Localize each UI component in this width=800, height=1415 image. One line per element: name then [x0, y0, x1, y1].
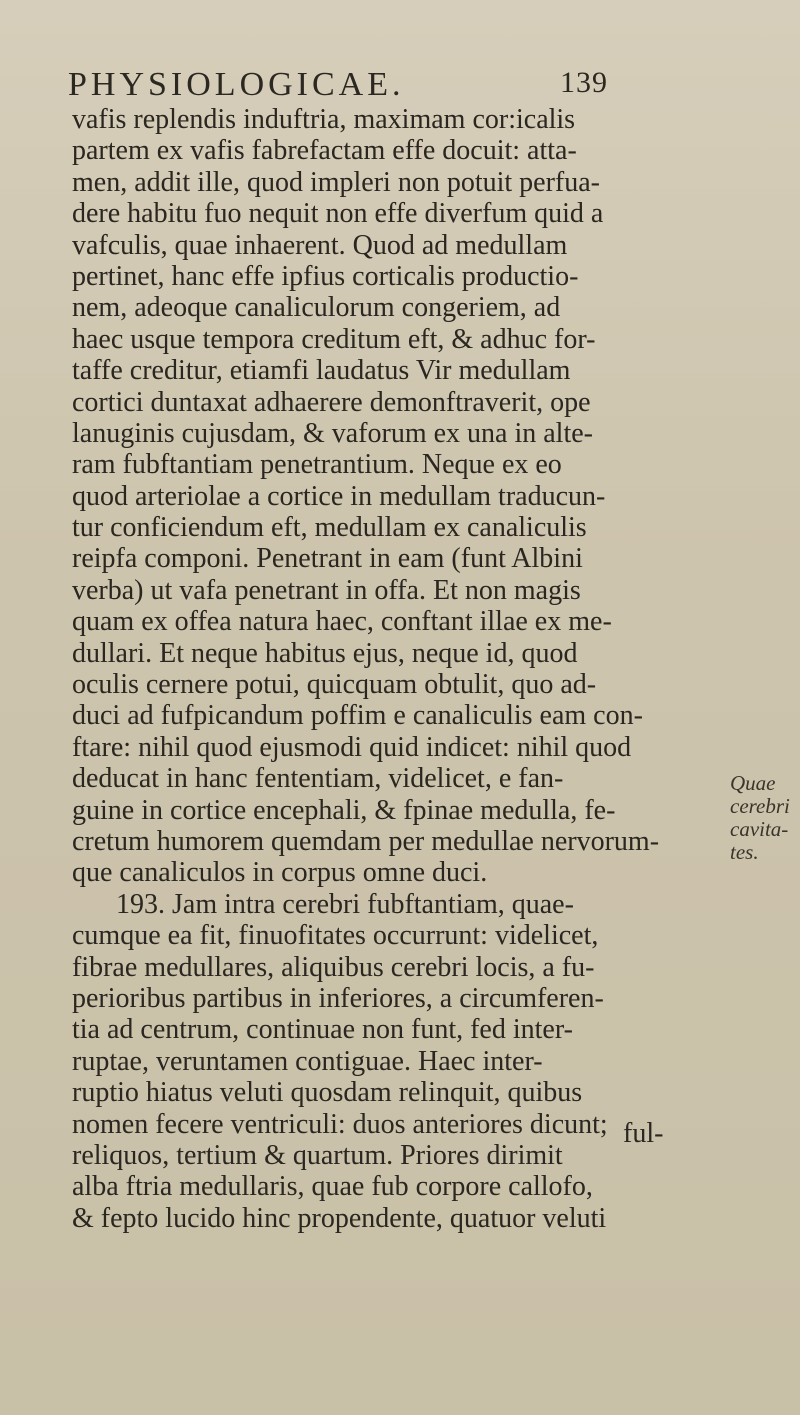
margin-note-line: cerebri: [730, 794, 790, 818]
text-line: quam ex offea natura haec, conftant illae ex me-: [72, 606, 612, 638]
text-line: cretum humorem quemdam per medullae nervorum-: [72, 825, 660, 857]
text-line: ruptio hiatus veluti quosdam relinquit, quibus: [72, 1077, 583, 1109]
text-line: nomen fecere ventriculi: duos anteriores dicunt;: [72, 1108, 608, 1140]
margin-note-line: tes.: [730, 840, 759, 864]
running-header: [68, 66, 608, 104]
text-line: ruptae, veruntamen contiguae. Haec inter-: [72, 1045, 543, 1077]
text-line: quod arteriolae a cortice in medullam traducun-: [72, 480, 606, 512]
text-line: deducat in hanc fententiam, videlicet, e fan-: [72, 763, 564, 795]
body-text: [72, 104, 722, 1234]
text-line: taffe creditur, etiamfi laudatus Vir medullam: [72, 355, 571, 387]
text-line: reliquos, tertium & quartum. Priores dirimit: [72, 1139, 563, 1171]
text-line: nem, adeoque canaliculorum congeriem, ad: [72, 292, 561, 324]
text-line: que canaliculos in corpus omne duci.: [72, 857, 488, 889]
text-line: reipfa componi. Penetrant in eam (funt Albini: [72, 543, 583, 575]
text-line: dere habitu fuo nequit non effe diverfum quid a: [72, 198, 604, 230]
text-line: ram fubftantiam penetrantium. Neque ex eo: [72, 449, 562, 481]
text-line: vafculis, quae inhaerent. Quod ad medullam: [72, 229, 568, 261]
text-line: partem ex vafis fabrefactam effe docuit: atta-: [72, 135, 577, 167]
margin-note-line: Quae: [730, 771, 776, 795]
page-number: 139: [560, 66, 608, 99]
text-line: vafis replendis induftria, maximam cor:icalis: [72, 104, 576, 135]
margin-note-line: cavita-: [730, 817, 789, 841]
text-line: men, addit ille, quod impleri non potuit perfua-: [72, 166, 600, 198]
text-line: dullari. Et neque habitus ejus, neque id, quod: [72, 637, 578, 669]
text-line: & fepto lucido hinc propendente, quatuor veluti: [72, 1202, 607, 1234]
text-line: verba) ut vafa penetrant in offa. Et non magis: [72, 574, 581, 606]
text-line: duci ad fufpicandum poffim e canaliculis eam con-: [72, 700, 643, 732]
text-line: perioribus partibus in inferiores, a circumferen-: [72, 982, 604, 1014]
catchword: ful-: [623, 1118, 664, 1149]
text-line: alba ftria medullaris, quae fub corpore callofo,: [72, 1171, 593, 1203]
text-line: tur conficiendum eft, medullam ex canaliculis: [72, 512, 587, 544]
text-line: haec usque tempora creditum eft, & adhuc for-: [72, 323, 596, 355]
text-line: cumque ea fit, finuofitates occurrunt: videlicet,: [72, 920, 599, 952]
text-line: 193. Jam intra cerebri fubftantiam, quae-: [116, 888, 574, 920]
text-line: pertinet, hanc effe ipfius corticalis productio-: [72, 260, 579, 292]
margin-note: [730, 772, 800, 864]
text-line: ftare: nihil quod ejusmodi quid indicet: nihil quod: [72, 731, 632, 763]
running-title: PHYSIOLOGICAE.: [68, 66, 405, 103]
text-line: oculis cernere potui, quicquam obtulit, quo ad-: [72, 669, 597, 701]
text-line: guine in cortice encephali, & fpinae medulla, fe-: [72, 794, 616, 826]
text-line: cortici duntaxat adhaerere demonftraverit, ope: [72, 386, 591, 418]
text-line: fibrae medullares, aliquibus cerebri locis, a fu-: [72, 951, 595, 983]
text-line: tia ad centrum, continuae non funt, fed inter-: [72, 1014, 573, 1046]
text-line: lanuginis cujusdam, & vaforum ex una in alte-: [72, 417, 593, 449]
